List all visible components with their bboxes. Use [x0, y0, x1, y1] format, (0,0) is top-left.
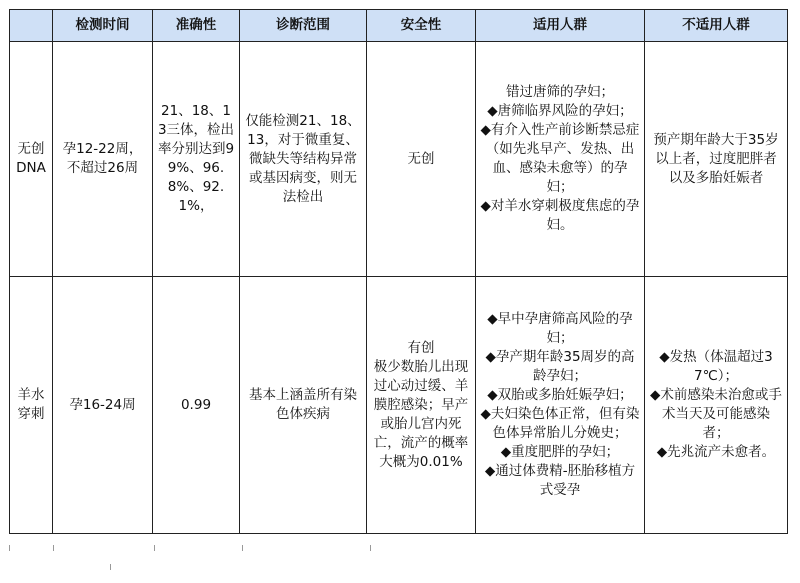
- suitable-item: ◆孕产期年龄35周岁的高龄孕妇；: [485, 349, 635, 384]
- suitable-item: ◆通过体费精-胚胎移植方式受孕: [484, 463, 636, 498]
- table-continuation-strip: [9, 545, 470, 551]
- header-cell-time: 检测时间: [53, 10, 153, 42]
- suitable-item: ◆重度肥胖的孕妇；: [500, 444, 620, 460]
- header-cell-accuracy: 准确性: [153, 10, 240, 42]
- unsuitable-item: 预产期年龄大于35岁以上者，过度肥胖者以及多胎妊娠者: [653, 131, 779, 186]
- header-cell-safety: 安全性: [367, 10, 476, 42]
- suitable-item: ◆唐筛临界风险的孕妇；: [487, 103, 633, 119]
- header-cell-suitable: 适用人群: [476, 10, 645, 42]
- cell-time: 孕12-22周，不超过26周: [53, 42, 153, 277]
- unsuitable-item: ◆发热（体温超过37℃）；: [659, 349, 773, 384]
- unsuitable-item: ◆先兆流产未愈者。: [656, 444, 776, 460]
- header-cell-unsuitable: 不适用人群: [645, 10, 788, 42]
- unsuitable-item: ◆术前感染未治愈或手术当天及可能感染者；: [650, 387, 782, 441]
- header-cell-scope: 诊断范围: [240, 10, 367, 42]
- comparison-table: [9, 9, 788, 534]
- cell-suitable: [476, 277, 645, 534]
- suitable-item: ◆双胎或多胎妊娠孕妇；: [487, 387, 633, 403]
- cell-safety: 无创: [367, 42, 476, 277]
- cell-accuracy: 21、18、13三体，检出率分别达到99%、96.8%、92.1%，: [153, 42, 240, 277]
- cell-method: 无创DNA: [10, 42, 53, 277]
- cell-unsuitable: [645, 42, 788, 277]
- cell-suitable: [476, 42, 645, 277]
- header-cell-blank: [10, 10, 53, 42]
- table-row-nipt: [10, 42, 788, 277]
- suitable-item: ◆早中孕唐筛高风险的孕妇；: [487, 311, 633, 346]
- suitable-item: ◆对羊水穿刺极度焦虑的孕妇。: [480, 198, 640, 233]
- cell-scope: 基本上涵盖所有染色体疾病: [240, 277, 367, 534]
- suitable-item: ◆有介入性产前诊断禁忌症（如先兆早产、发热、出血、感染未愈等）的孕妇；: [480, 122, 640, 195]
- cell-accuracy: 0.99: [153, 277, 240, 534]
- cell-method: 羊水穿刺: [10, 277, 53, 534]
- table-row-amniocentesis: [10, 277, 788, 534]
- cell-scope: 仅能检测21、18、13，对于微重复、微缺失等结构异常或基因病变，则无法检出: [240, 42, 367, 277]
- suitable-item: ◆夫妇染色体正常，但有染色体异常胎儿分娩史；: [480, 406, 640, 441]
- suitable-item: 错过唐筛的孕妇；: [506, 84, 614, 100]
- header-row: [10, 10, 788, 42]
- cell-safety: 有创 极少数胎儿出现过心动过缓、羊膜腔感染；早产或胎儿宫内死亡，流产的概率大概为0.01%: [367, 277, 476, 534]
- cell-unsuitable: [645, 277, 788, 534]
- cell-time: 孕16-24周: [53, 277, 153, 534]
